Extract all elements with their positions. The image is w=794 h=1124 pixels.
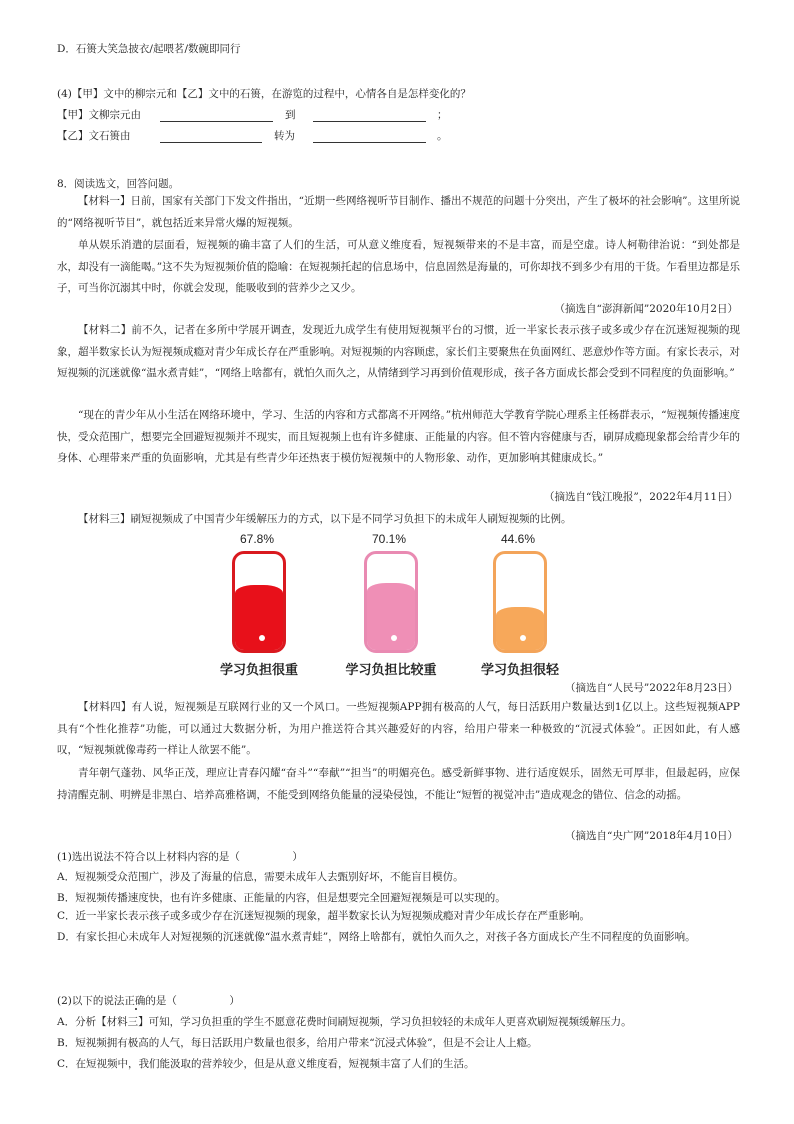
q7-jia-prefix: 【甲】文柳宗元由 (57, 109, 141, 121)
q7-yi-mid: 转为 (274, 130, 295, 142)
bar-heavy (232, 551, 286, 653)
q7-yi-prefix: 【乙】文石篑由 (57, 130, 131, 142)
value-label-fairly-heavy: 70.1% (371, 532, 407, 546)
category-label-fairly-heavy: 学习负担比较重 (345, 663, 437, 678)
q8-sub2-option-c[interactable]: C．在短视频中，我们能汲取的营养较少，但是从意义维度看，短视频丰富了人们的生活。 (57, 1058, 475, 1070)
q7-sub4-question: (4)【甲】文中的柳宗元和【乙】文中的石篑，在游览的过程中，心情各自是怎样变化的？ (57, 88, 471, 100)
material-2-paragraph-1: 【材料二】前不久，记者在多所中学展开调查，发现近九成学生有使用短视频平台的习惯，近一半家长表示孩子或多或少存在沉迷短视频的现象，超半数家长认为短视频成瘾对青少年成长存在严重影响。对短视频的内容顾虑，家长们主要聚焦在负面网红、恶意炒作等方面。有家长表示，对短视频的沉迷就像“温水煮青蛙”，“网络上啥都有，就怕久而久之，从情绪到学习再到价值观形成，孩子各方面成长都会受到不同程度的负面影响。” (57, 324, 740, 379)
q7-option-d: D．石篑大笑急披衣/起喂茗/数碗即同行 (57, 43, 241, 55)
q8-title: 8．阅读选文，回答问题。 (57, 178, 180, 190)
bar-fill-light (496, 607, 544, 650)
material-2-paragraph-2: “现在的青少年从小生活在网络环境中，学习、生活的内容和方式都离不开网络。”杭州师范大学教育学院心理系主任杨群表示，“短视频传播速度快，受众范围广，想要完全回避短视频并不现实，而且短视频上也有许多健康、正能量的内容。但不管内容健康与否，刷屏成瘾现象都会给青少年的身体、心理带来严重的负面影响，尤其是有些青少年还热衷于模仿短视频中的人物形象、动作，更加影响其健康成长。” (57, 409, 740, 464)
q7-jia-mid: 到 (285, 109, 296, 121)
q7-yi-blank-1[interactable] (160, 142, 262, 143)
q8-sub2-question (57, 994, 240, 1009)
material-1-paragraph-1: 【材料一】日前，国家有关部门下发文件指出，“近期一些网络视听节目制作、播出不规范的问题十分突出，产生了极坏的社会影响”。这里所说的“网络视听节目”，就包括近来异常火爆的短视频。 (57, 195, 740, 229)
q8-sub2-prefix: (2)以下的说法 (57, 995, 125, 1007)
value-label-heavy: 67.8% (239, 532, 275, 546)
phone-button-icon (520, 635, 526, 641)
category-label-light: 学习负担很轻 (480, 663, 559, 678)
value-label-light: 44.6% (500, 532, 536, 546)
material-3-intro: 【材料三】刷短视频成了中国青少年缓解压力的方式，以下是不同学习负担下的未成年人刷短视频的比例。 (78, 513, 572, 525)
bar-light (493, 551, 547, 653)
q8-sub1-option-d[interactable]: D．有家长担心未成年人对短视频的沉迷就像“温水煮青蛙”，网络上啥都有，就怕久而久之，对孩子各方面成长产生不同程度的负面影响。 (57, 931, 696, 943)
q8-sub1-option-c[interactable]: C．近一半家长表示孩子或多或少存在沉迷短视频的现象，超半数家长认为短视频成瘾对青少年成长存在严重影响。 (57, 910, 591, 922)
q8-sub1-question: (1)选出说法不符合以上材料内容的是（ ） (57, 851, 303, 863)
q7-yi-blank-2[interactable] (313, 142, 426, 143)
material-2-source: （摘选自“钱江晚报”，2022年4月11日） (544, 491, 738, 503)
q7-jia-end: ； (437, 109, 448, 121)
bar-fairly-heavy (364, 551, 418, 653)
material-1-source: （摘选自“澎湃新闻”2020年10月2日） (554, 303, 738, 315)
material-3-source: （摘选自“人民号”2022年8月23日） (565, 682, 738, 694)
q8-sub1-option-a[interactable]: A．短视频受众范围广，涉及了海量的信息，需要未成年人去甄别好坏，不能盲目模仿。 (57, 871, 464, 883)
q7-yi-end: 。 (437, 130, 448, 142)
material-4-source: （摘选自“央广网”2018年4月10日） (565, 830, 738, 842)
material-1-paragraph-2: 单从娱乐消遣的层面看，短视频的确丰富了人们的生活，可从意义维度看，短视频带来的不是丰富，而是空虚。诗人柯勒律治说：“到处都是水，却没有一滴能喝。”这不失为短视频价值的隐喻：在短视频托起的信息场中，信息固然是海量的，可你却找不到多少有用的干货。乍看里边都是乐子，可当你沉溺其中时，你就会发现，能吸收到的营养少之又少。 (57, 239, 740, 294)
q7-jia-blank-1[interactable] (160, 121, 273, 122)
q8-sub2-suffix: 的是（ ） (145, 995, 240, 1007)
phone-button-icon (391, 635, 397, 641)
category-label-heavy: 学习负担很重 (219, 663, 298, 678)
material-4-paragraph-1: 【材料四】有人说，短视频是互联网行业的又一个风口。一些短视频APP拥有极高的人气，每日活跃用户数量达到1亿以上。这些短视频APP 具有“个性化推荐”功能，可以通过大数据分析，为用户推送符合其兴趣爱好的内容，给用户带来一种极致的“沉浸式体验”。正因如此，有人感叹，“短视频就像毒药一样让人欲罢不能”。 (57, 701, 740, 756)
q8-sub2-emphasis: 正确 (124, 995, 146, 1007)
material-4-paragraph-2: 青年朝气蓬勃、风华正茂，理应让青春闪耀“奋斗”“奉献”“担当”的明媚亮色。感受新鲜事物、进行适度娱乐，固然无可厚非，但最起码，应保持清醒克制、明辨是非黑白、培养高雅格调，不能受到网络负能量的浸染侵蚀，不能让“短暂的视觉冲击”造成观念的错位、信念的动摇。 (57, 767, 740, 801)
q7-jia-blank-2[interactable] (313, 121, 426, 122)
q8-sub1-option-b[interactable]: B．短视频传播速度快，也有许多健康、正能量的内容，但是想要完全回避短视频是可以实现的。 (57, 892, 506, 904)
q8-sub2-option-b[interactable]: B．短视频拥有极高的人气，每日活跃用户数量也很多，给用户带来“沉浸式体验”，但是不会让人上瘾。 (57, 1037, 538, 1049)
phone-button-icon (259, 635, 265, 641)
q8-sub2-option-a[interactable]: A．分析【材料三】可知，学习负担重的学生不愿意花费时间刷短视频，学习负担较轻的未成年人更喜欢刷短视频缓解压力。 (57, 1016, 632, 1028)
